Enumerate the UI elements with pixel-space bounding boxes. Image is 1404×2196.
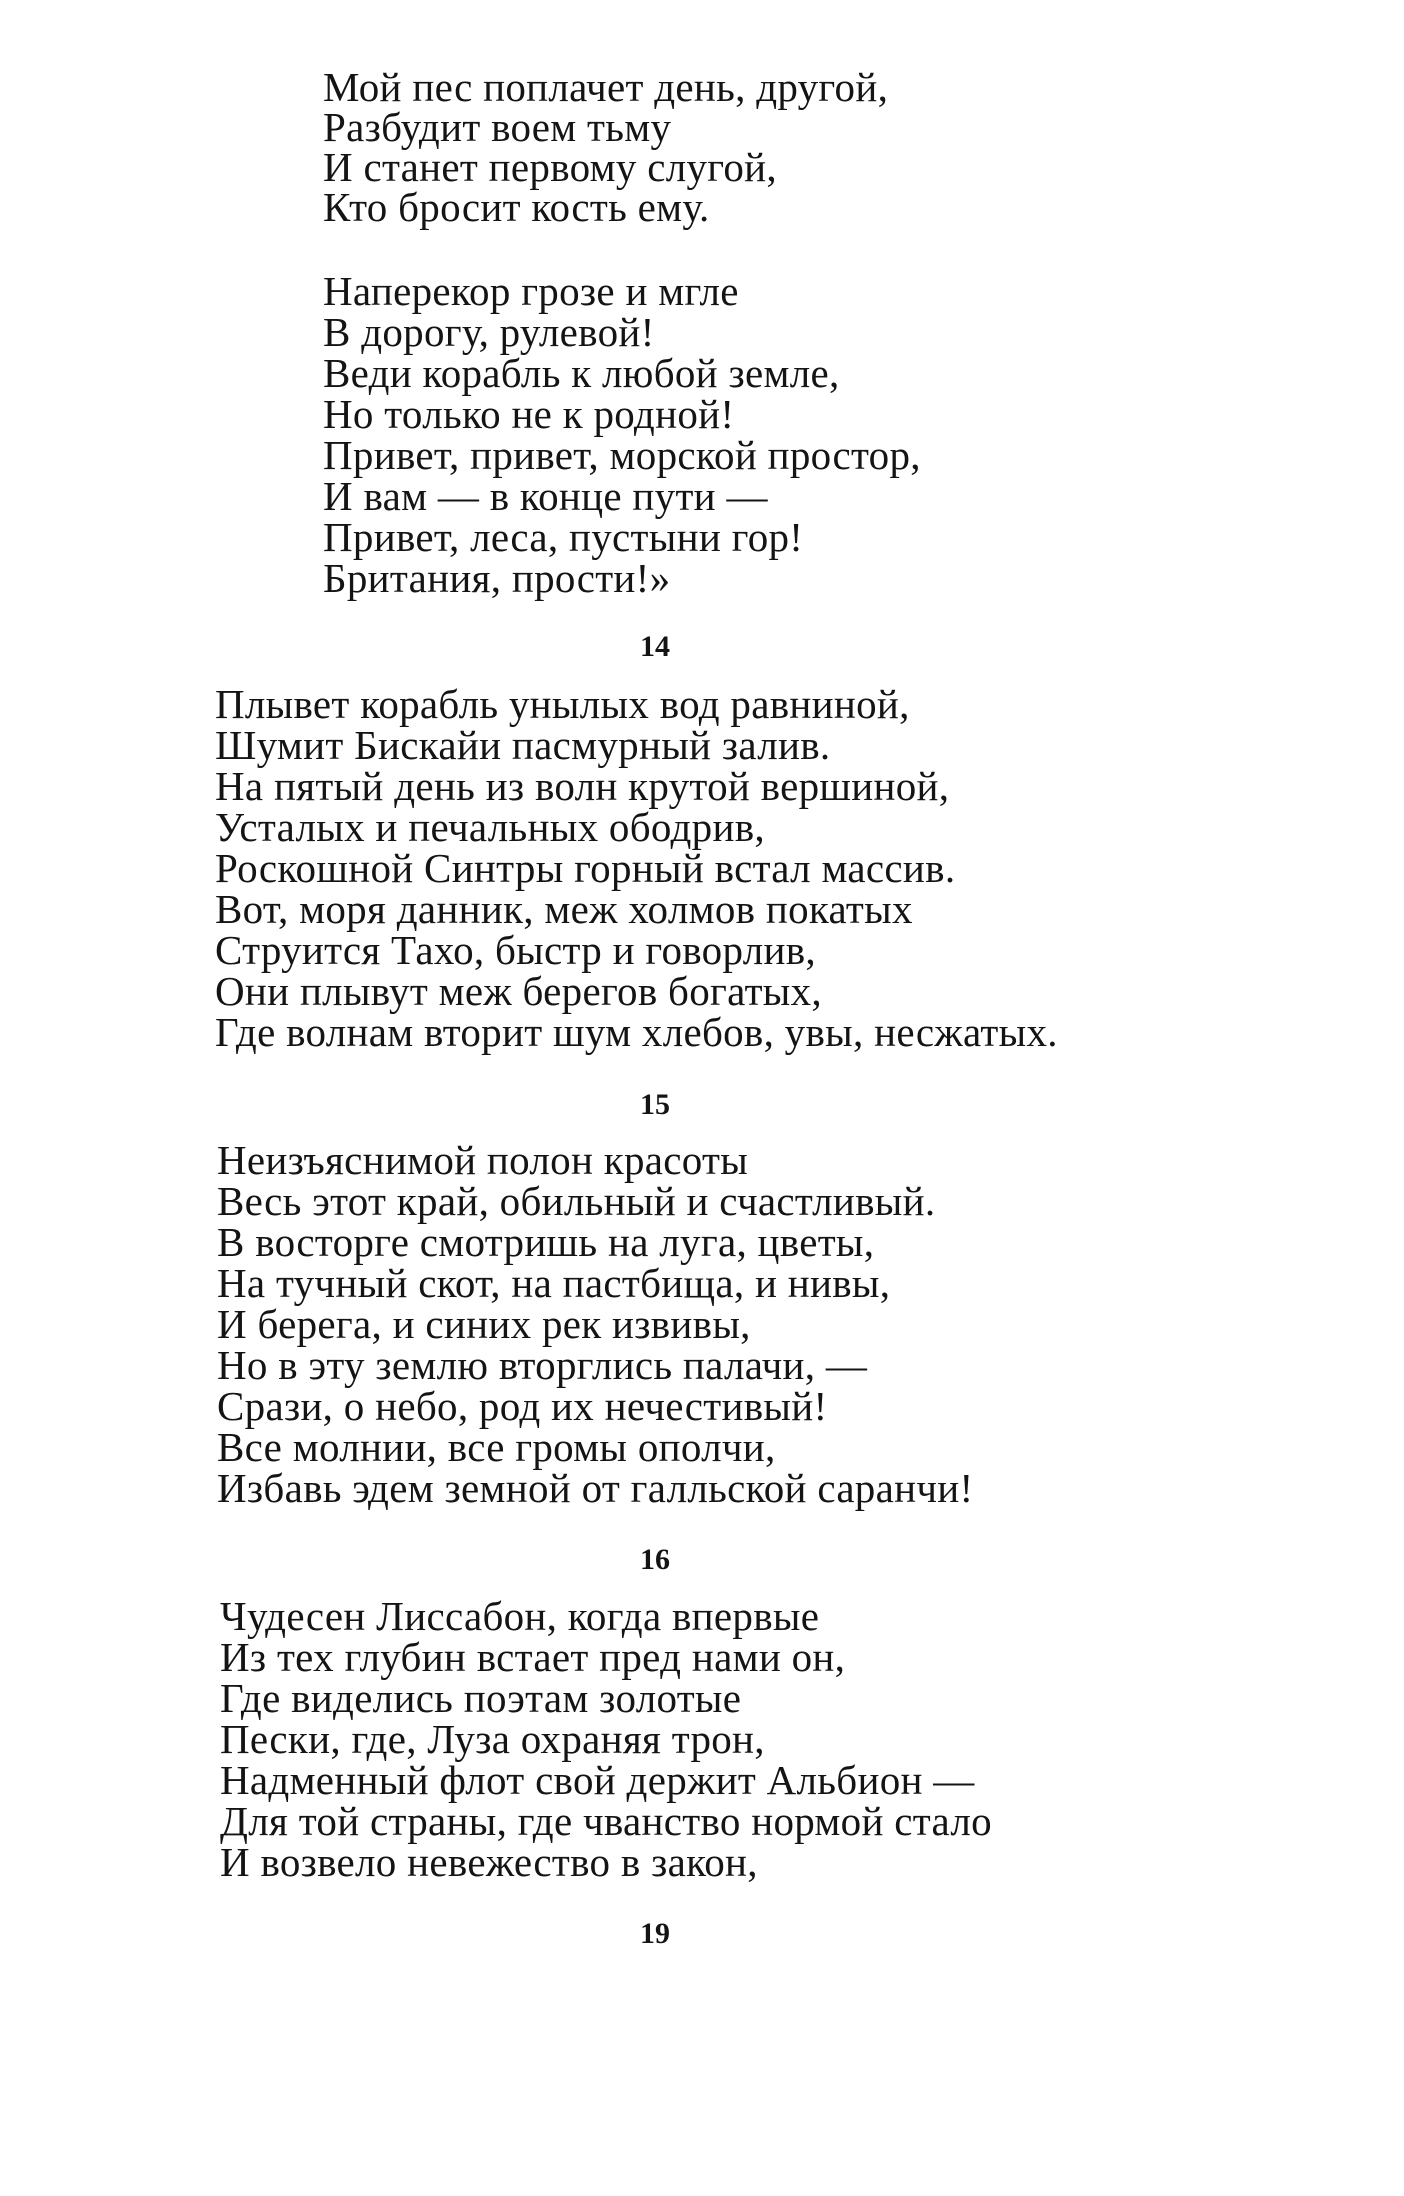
- verse-line: Разбудит воем тьму: [323, 104, 672, 150]
- verse-line: Избавь эдем земной от галльской саранчи!: [217, 1465, 974, 1511]
- verse-line: Но только не к родной!: [323, 391, 735, 437]
- verse-line: Где виделись поэтам золотые: [220, 1675, 742, 1721]
- verse-line: Привет, леса, пустыни гор!: [323, 514, 804, 560]
- verse-line: И берега, и синих рек извивы,: [217, 1301, 751, 1347]
- page-number: 19: [640, 1917, 670, 1950]
- stanza-number: 14: [640, 630, 670, 663]
- verse-line: Шумит Бискайи пасмурный залив.: [215, 722, 831, 768]
- verse-line: Чудесен Лиссабон, когда впервые: [220, 1593, 820, 1639]
- verse-line: Пески, где, Луза охраняя трон,: [220, 1716, 765, 1762]
- verse-line: Но в эту землю вторглись палачи, —: [217, 1342, 868, 1388]
- verse-line: Надменный флот свой держит Альбион —: [220, 1757, 975, 1803]
- verse-line: И станет первому слугой,: [323, 144, 777, 190]
- verse-line: Они плывут меж берегов богатых,: [215, 968, 822, 1014]
- verse-line: И вам — в конце пути —: [323, 473, 768, 519]
- verse-line: Неизъяснимой полон красоты: [217, 1137, 749, 1183]
- verse-line: Весь этот край, обильный и счастливый.: [217, 1178, 936, 1224]
- verse-line: Струится Тахо, быстр и говорлив,: [215, 927, 816, 973]
- verse-line: Где волнам вторит шум хлебов, увы, несжатых.: [215, 1009, 1058, 1055]
- verse-line: В дорогу, рулевой!: [323, 309, 655, 355]
- verse-line: И возвело невежество в закон,: [220, 1839, 758, 1885]
- verse-line: Плывет корабль унылых вод равниной,: [215, 681, 910, 727]
- verse-line: Все молнии, все громы ополчи,: [217, 1424, 776, 1470]
- verse-line: Веди корабль к любой земле,: [323, 350, 840, 396]
- verse-line: На тучный скот, на пастбища, и нивы,: [217, 1260, 891, 1306]
- verse-line: Мой пес поплачет день, другой,: [323, 64, 889, 110]
- stanza-number: 15: [640, 1088, 670, 1121]
- verse-line: Наперекор грозе и мгле: [323, 268, 739, 314]
- stanza-number: 16: [640, 1543, 670, 1576]
- verse-line: Роскошной Синтры горный встал массив.: [215, 845, 956, 891]
- verse-line: Для той страны, где чванство нормой стало: [220, 1798, 992, 1844]
- verse-line: В восторге смотришь на луга, цветы,: [217, 1219, 875, 1265]
- verse-line: Срази, о небо, род их нечестивый!: [217, 1383, 828, 1429]
- verse-line: Кто бросит кость ему.: [323, 184, 710, 230]
- verse-line: Усталых и печальных ободрив,: [215, 804, 765, 850]
- verse-line: Привет, привет, морской простор,: [323, 432, 921, 478]
- verse-line: Из тех глубин встает пред нами он,: [220, 1634, 846, 1680]
- verse-line: На пятый день из волн крутой вершиной,: [215, 763, 950, 809]
- verse-line: Британия, прости!»: [323, 555, 671, 601]
- verse-line: Вот, моря данник, меж холмов покатых: [215, 886, 913, 932]
